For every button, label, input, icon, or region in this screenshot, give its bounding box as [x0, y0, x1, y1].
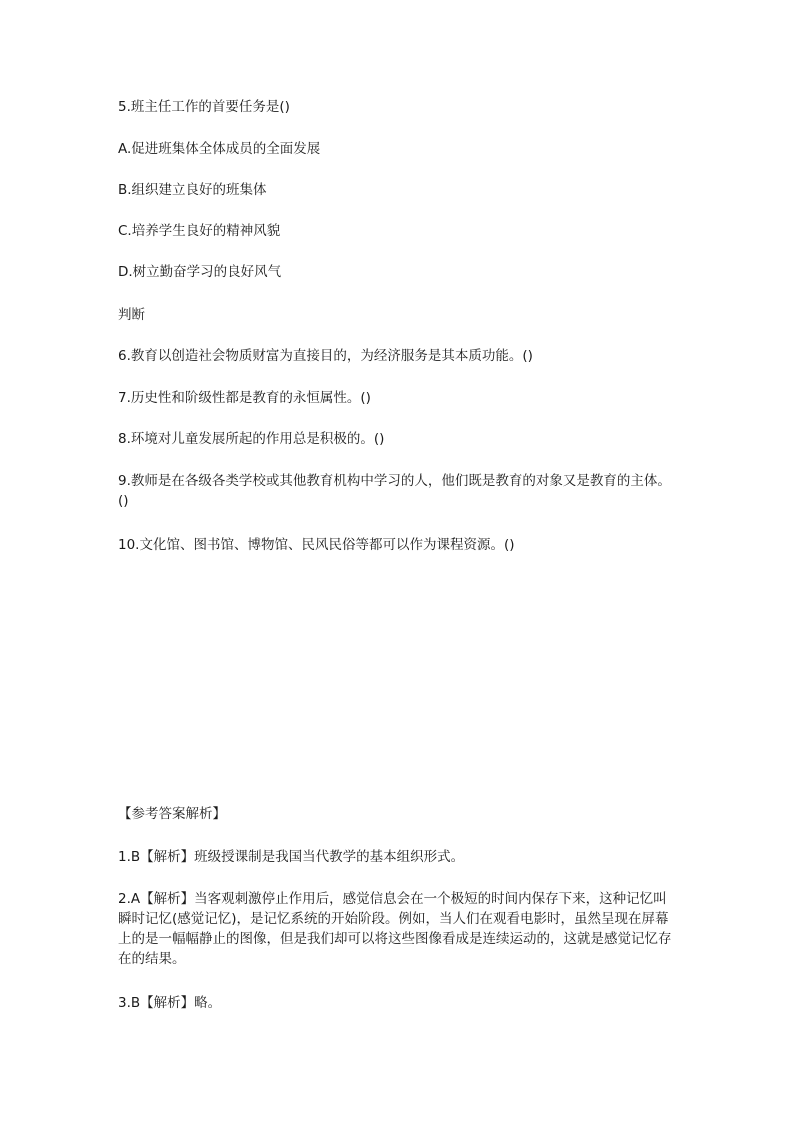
judgment-question-9: 9.教师是在各级各类学校或其他教育机构中学习的人，他们既是教育的对象又是教育的主体。()	[118, 473, 671, 509]
answer-2: 2.A【解析】当客观刺激停止作用后，感觉信息会在一个极短的时间内保存下来，这种记忆叫瞬时记忆(感觉记忆)，是记忆系统的开始阶段。例如，当人们在观看电影时，虽然呈现在屏幕上的是一幅幅静止的图像，但是我们却可以将这些图像看成是连续运动的，这就是感觉记忆存在的结果。	[118, 891, 672, 967]
answer-key-heading: 【参考答案解析】	[118, 806, 226, 822]
question-5-option-c: C.培养学生良好的精神风貌	[118, 223, 281, 239]
question-5-option-a: A.促进班集体全体成员的全面发展	[118, 141, 321, 157]
judgment-question-7: 7.历史性和阶级性都是教育的永恒属性。()	[118, 390, 371, 406]
judgment-question-10: 10.文化馆、图书馆、博物馆、民风民俗等都可以作为课程资源。()	[118, 537, 515, 553]
judgment-question-8: 8.环境对儿童发展所起的作用总是积极的。()	[118, 431, 385, 447]
answer-1: 1.B【解析】班级授课制是我国当代教学的基本组织形式。	[118, 849, 465, 865]
question-5-stem: 5.班主任工作的首要任务是()	[118, 99, 290, 115]
question-5-option-b: B.组织建立良好的班集体	[118, 182, 267, 198]
judgment-section-heading: 判断	[118, 307, 145, 323]
question-5-option-d: D.树立勤奋学习的良好风气	[118, 264, 282, 280]
judgment-question-6: 6.教育以创造社会物质财富为直接目的，为经济服务是其本质功能。()	[118, 348, 533, 364]
answer-3: 3.B【解析】略。	[118, 995, 222, 1011]
